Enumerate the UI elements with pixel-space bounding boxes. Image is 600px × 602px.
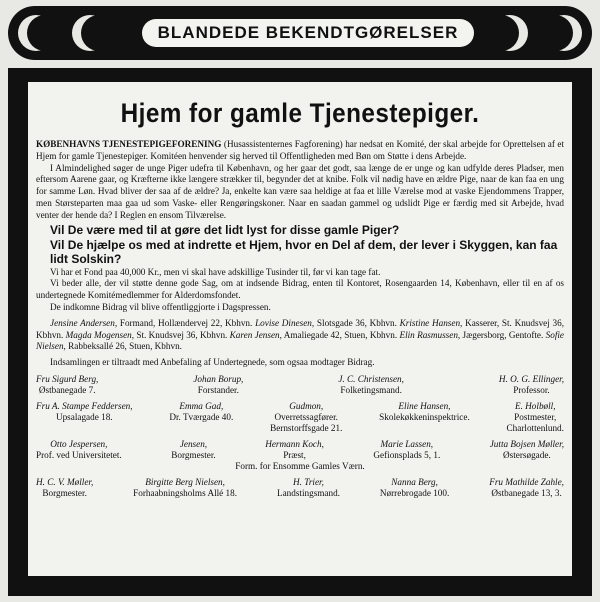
- signatory-title: Overretssagfører.: [274, 411, 338, 422]
- signature: [36, 439, 122, 461]
- crescent-ornament-icon: [492, 15, 528, 51]
- signatory-title: Skolekøkkeninspektrice.: [379, 411, 470, 422]
- intro-lead: KØBENHAVNS TJENESTEPIGEFORENING: [36, 139, 222, 149]
- signatory-title: Prof. ved Universitetet.: [36, 449, 122, 460]
- signatory-title: Bernstorffsgade 21.: [270, 422, 343, 433]
- signature: [338, 374, 404, 396]
- signature: [277, 477, 340, 499]
- signature: [373, 439, 440, 461]
- recommendation-line: Indsamlingen er tiltraadt med Anbefaling af Undertegnede, som ogsaa modtager Bidrag.: [50, 357, 375, 368]
- intro-paragraph: [36, 139, 564, 163]
- signature: [193, 374, 243, 396]
- signatory-name: Birgitte Berg Nielsen,: [145, 476, 225, 487]
- appeal-question: Vil De være med til at gøre det lidt lyst for disse gamle Piger?: [50, 222, 400, 237]
- signatory-name: Marie Lassen,: [380, 438, 434, 449]
- body-paragraph: I Almindelighed søger de unge Piger udefra til København, og her gaar det godt, saa længe de er unge og kan udfylde deres Pladser, men eftersom Aarene gaar, og Kræfterne ikke længere strækker til, begynder det at knibe. Folk vil nødig have en ældre Pige, naar de kan faa en ung for samme Løn. Hvad bliver der saa af de ældre? Ja, enkelte kan være saa heldige at faa et lille Værelse mod at vaske Ejendommens Trapper, men Størsteparten maa gaa ud som Vaske- eller Rengøringskoner. Naar en saadan gammel og udslidt Pige er færdig med sit Arbejde, hvad venter der hende da? I Reglen en ensom Tilværelse.: [36, 162, 564, 220]
- signatory-name: E. Holbøll,: [514, 400, 556, 411]
- signatory-title: Nørrebrogade 100.: [379, 487, 450, 498]
- committee-member-name: Kristine Hansen,: [399, 317, 463, 328]
- committee-member-info: Slotsgade 36, Kbhvn.: [314, 317, 400, 328]
- signatory-title: Dr. Tværgade 40.: [169, 411, 234, 422]
- signatory-name: Eline Hansen,: [398, 400, 451, 411]
- signatory-title: Borgmester.: [171, 449, 216, 460]
- signatory-name: Nanna Berg,: [391, 476, 438, 487]
- signature: [507, 401, 564, 434]
- committee-member-info: Rabbeksallé 26, Stuen, Kbhvn.: [65, 341, 182, 352]
- signature-row: [36, 477, 564, 499]
- body-paragraph: Vi beder alle, der vil støtte denne gode Sag, om at indsende Bidrag, enten til Kontoret, Rosengaarden 14, København, eller til en af os undertegnede Komitémedlemmer for Alderdomsfondet.: [36, 278, 564, 301]
- signature: [171, 439, 216, 461]
- advertisement-body: [28, 82, 572, 576]
- signatory-name: Johan Borup,: [193, 373, 244, 384]
- committee-member-info: Amaliegade 42, Stuen, Kbhvn.: [281, 329, 400, 340]
- committee-member-name: Jensine Andersen,: [50, 317, 118, 328]
- signature: [490, 439, 564, 461]
- signatory-name: Fru A. Stampe Feddersen,: [36, 400, 133, 411]
- body-paragraph: Vi har et Fond paa 40,000 Kr., men vi skal have adskillige Tusinder til, før vi kan tage fat.: [50, 266, 381, 277]
- signatory-title: Postmester,: [514, 411, 557, 422]
- signatory-title: Folketingsmand.: [340, 384, 402, 395]
- signatory-title: Østbanegade 7.: [38, 384, 96, 395]
- signature: [36, 401, 133, 434]
- committee-list: [36, 318, 564, 353]
- signatory-name: Jensen,: [179, 438, 208, 449]
- signatory-name: H. O. G. Ellinger,: [498, 373, 564, 384]
- signature-row: [36, 401, 564, 434]
- signatory-title: Upsalagade 18.: [55, 411, 113, 422]
- signatory-title: Præst,: [283, 449, 306, 460]
- signatory-title: Østersøgade.: [503, 449, 551, 460]
- signatory-title: Landstingsmand.: [276, 487, 340, 498]
- signature-row: [36, 439, 564, 461]
- signatory-title: Forstander.: [197, 384, 239, 395]
- signature: [133, 477, 237, 499]
- signatory-title: Forhaabningsholms Allé 18.: [133, 487, 238, 498]
- signature: [36, 477, 93, 499]
- crescent-ornament-icon: [546, 15, 582, 51]
- committee-member-name: Elin Rasmussen,: [399, 329, 461, 340]
- signature-row: [36, 374, 564, 396]
- crescent-ornament-icon: [72, 15, 108, 51]
- signature: [380, 477, 449, 499]
- signatory-title: Form. for Ensomme Gamles Værn.: [235, 460, 365, 471]
- signature: [489, 477, 564, 499]
- committee-member-info: Formand, Hollændervej 22, Kbhvn.: [117, 317, 256, 328]
- signature: [265, 439, 324, 461]
- headline: Hjem for gamle Tjenestepiger.: [120, 98, 480, 128]
- signature: [379, 401, 470, 434]
- signatory-name: Emma Gad,: [179, 400, 224, 411]
- signatory-title: Borgmester.: [42, 487, 87, 498]
- committee-member-info: Jægersborg, Gentofte.: [460, 329, 546, 340]
- appeal-question: Vil De hjælpe os med at indrette et Hjem, hvor en Del af dem, der lever i Skyggen, kan faa lidt Solskin?: [50, 237, 558, 266]
- crescent-ornament-icon: [18, 15, 54, 51]
- signatory-title: Østbanegade 13, 3.: [491, 487, 562, 498]
- body-paragraph: De indkomne Bidrag vil blive offentliggjorte i Dagspressen.: [50, 301, 271, 312]
- signatory-name: Jutta Bojsen Møller,: [489, 438, 564, 449]
- signatory-name: H. Trier,: [293, 476, 324, 487]
- signatures: [36, 374, 564, 499]
- signatory-name: J. C. Christensen,: [338, 373, 404, 384]
- advertisement-frame: [8, 68, 592, 596]
- committee-member-name: Karen Jensen,: [229, 329, 282, 340]
- committee-member-name: Sofie Nielsen,: [36, 329, 565, 352]
- signature: [36, 374, 98, 396]
- signatory-title: Gefionsplads 5, 1.: [373, 449, 441, 460]
- signatory-name: Hermann Koch,: [265, 438, 324, 449]
- signatory-title: Professor.: [513, 384, 550, 395]
- section-title: BLANDEDE BEKENDTGØRELSER: [142, 19, 474, 47]
- signatory-name: Fru Mathilde Zahle,: [489, 476, 564, 487]
- committee-member-info: Kasserer, St. Knudsvej 36, Kbhvn.: [36, 317, 565, 340]
- signatory-name: H. C. V. Møller,: [36, 476, 94, 487]
- section-banner: [8, 6, 592, 60]
- committee-member-info: St. Knudsvej 36, Kbhvn.: [134, 329, 230, 340]
- signatory-name: Gudmon,: [289, 400, 324, 411]
- signature: [270, 401, 342, 434]
- signature: [499, 374, 564, 396]
- signatory-name: Fru Sigurd Berg,: [36, 373, 99, 384]
- signatory-title: Charlottenlund.: [506, 422, 564, 433]
- intro-text: (Husassistenternes Fagforening) har nedsat en Komité, der skal arbejde for Oprettelsen af et Hjem for gamle Tjenestepiger. Komitéen henvender sig herved til Offentligheden med Bøn om Støtte i dens Arbejde.: [36, 139, 565, 161]
- signatory-name: Otto Jespersen,: [50, 438, 108, 449]
- committee-member-name: Magda Mogensen,: [65, 329, 135, 340]
- committee-member-name: Lovise Dinesen,: [255, 317, 315, 328]
- signature: [169, 401, 233, 434]
